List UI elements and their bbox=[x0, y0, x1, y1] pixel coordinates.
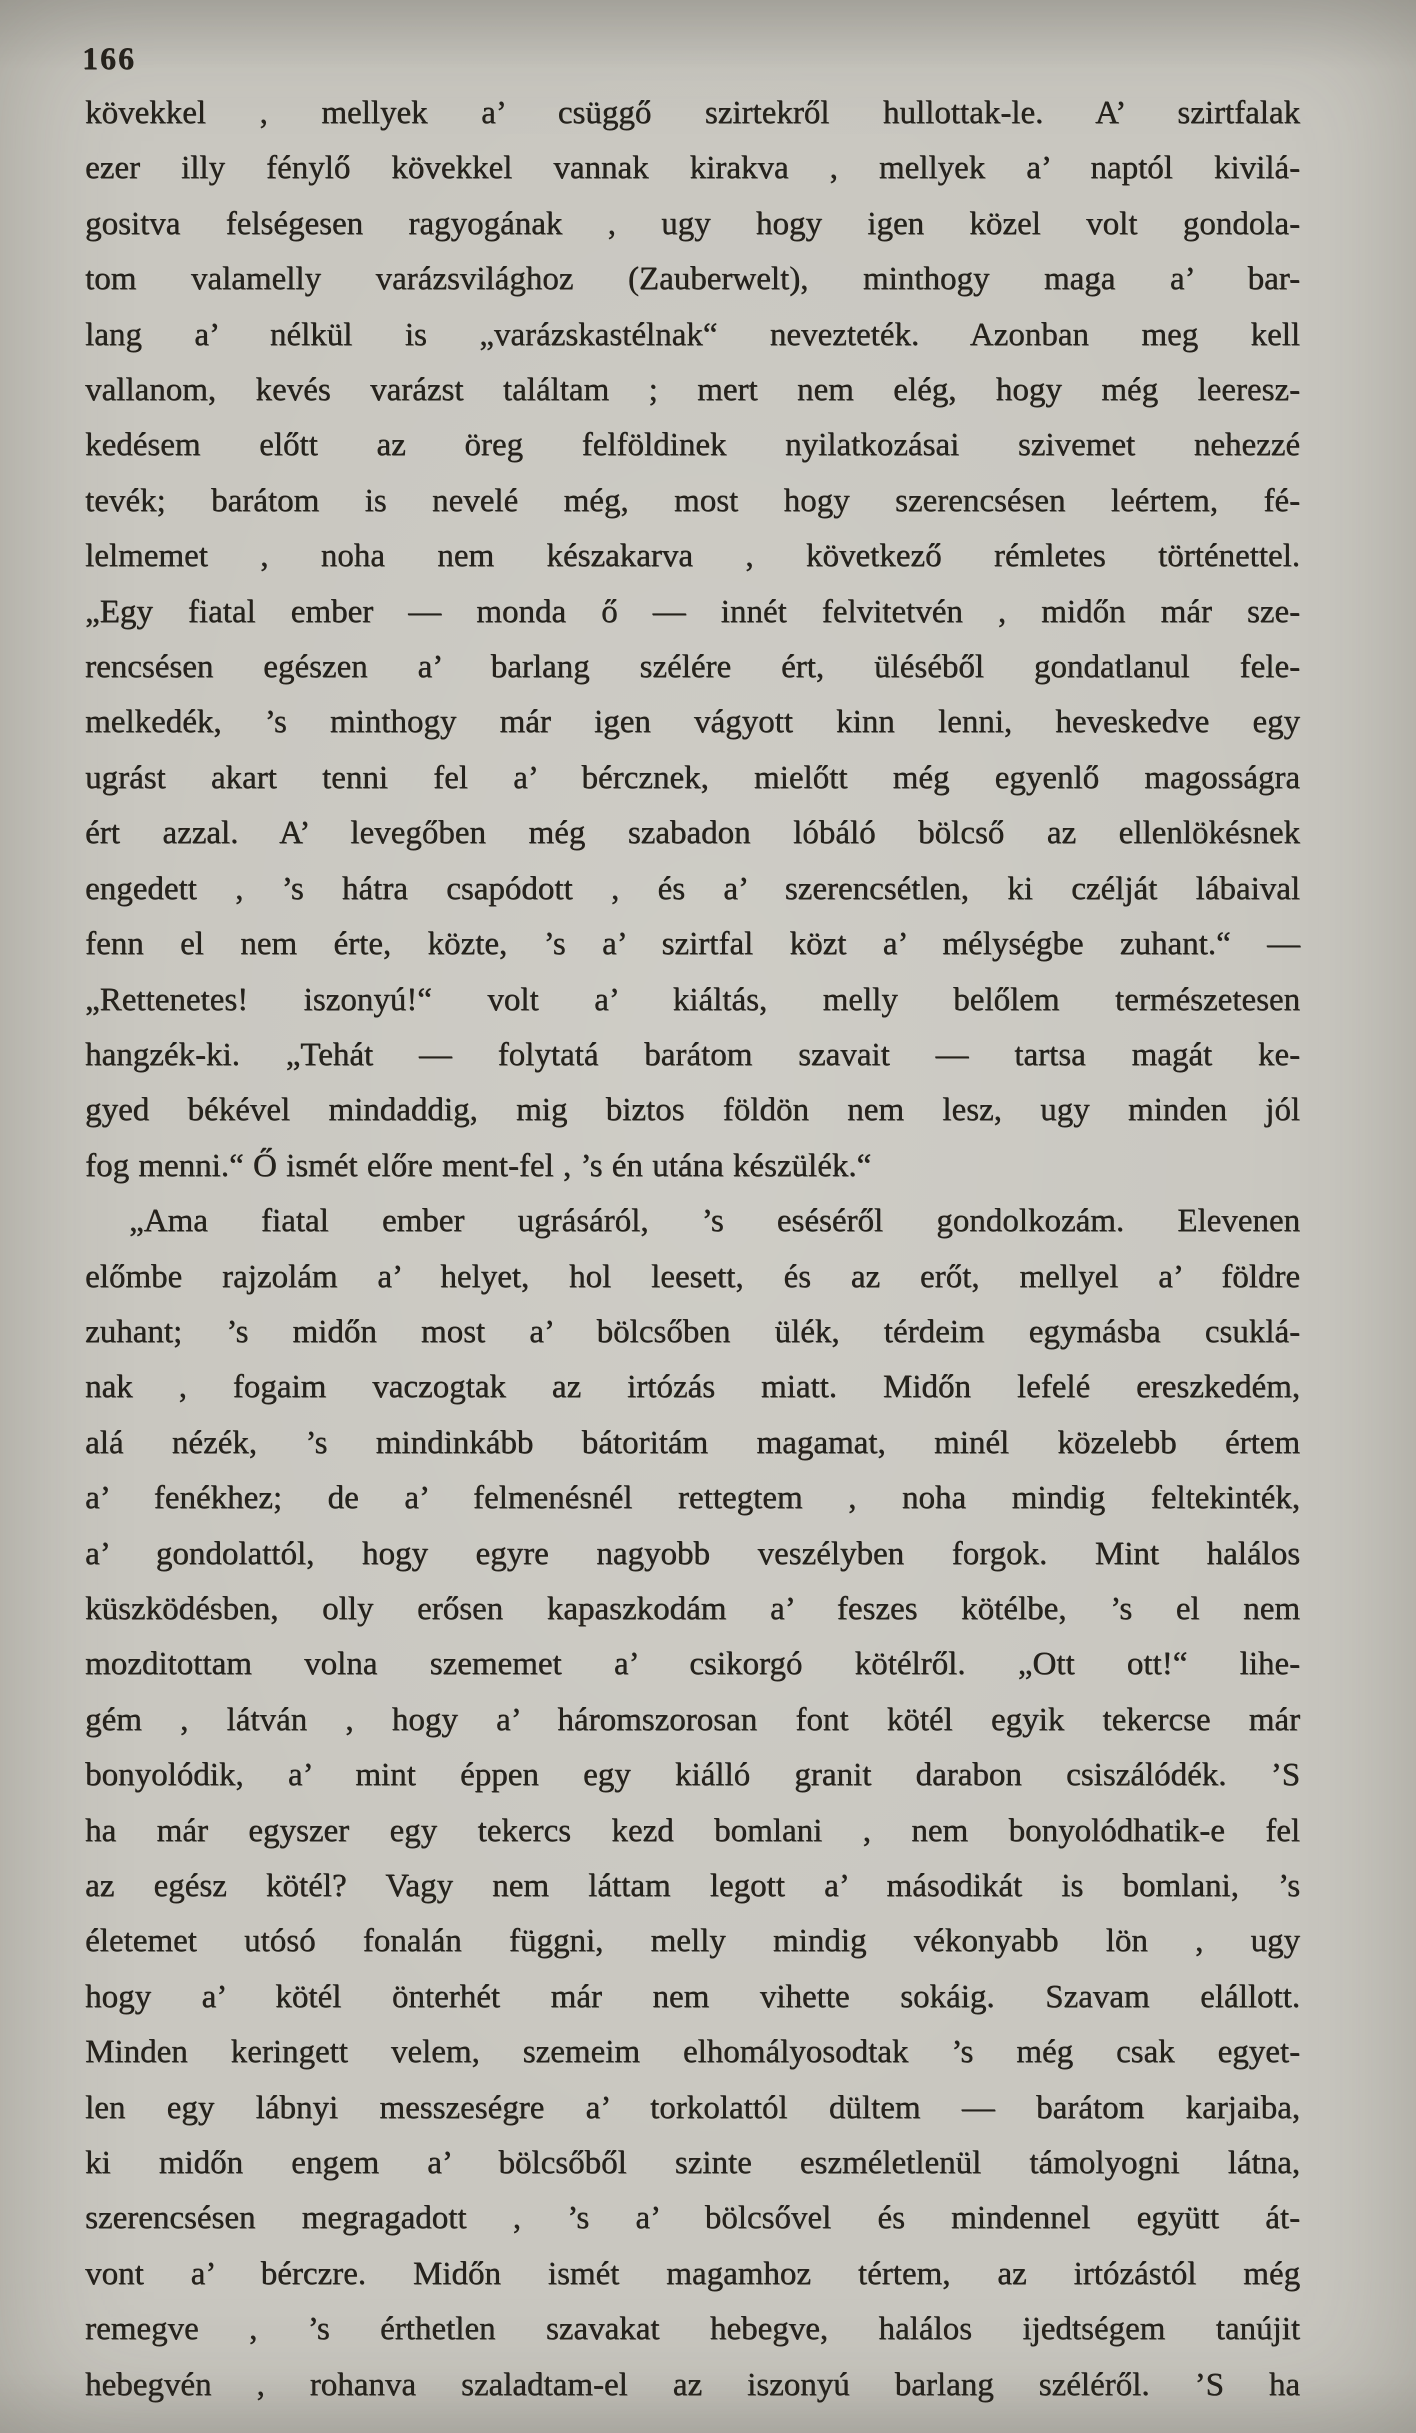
text-line: engedett , ’s hátra csapódott , és a’ szerencsétlen, ki czélját lábaival bbox=[85, 870, 1300, 907]
page-number: 166 bbox=[82, 40, 136, 76]
text-line: kövekkel , mellyek a’ csüggő szirtekről hullottak-le. A’ szirtfalak bbox=[85, 95, 1300, 131]
text-line: ezer illy fénylő kövekkel vannak kirakva , mellyek a’ naptól kivilá- bbox=[85, 150, 1300, 187]
text-line: len egy lábnyi messzeségre a’ torkolattól dültem — barátom karjaiba, bbox=[85, 2089, 1300, 2126]
text-line: „Rettenetes! iszonyú!“ volt a’ kiáltás, melly belőlem természetesen bbox=[85, 981, 1300, 1018]
text-line: hogy a’ kötél önterhét már nem vihette sokáig. Szavam elállott. bbox=[85, 1978, 1300, 2015]
text-line: ki midőn engem a’ bölcsőből szinte eszméletlenül támolyogni látna, bbox=[85, 2145, 1300, 2182]
text-line: lelmemet , noha nem készakarva , következő rémletes történettel. bbox=[85, 538, 1300, 575]
text-line: zuhant; ’s midőn most a’ bölcsőben ülék, térdeim egymásba csuklá- bbox=[85, 1313, 1300, 1350]
text-line: tevék; barátom is nevelé még, most hogy szerencsésen leértem, fé- bbox=[85, 482, 1300, 519]
text-block bbox=[85, 86, 1300, 2413]
text-line: alá nézék, ’s mindinkább bátoritám magamat, minél közelebb értem bbox=[85, 1424, 1300, 1461]
text-line: gém , látván , hogy a’ háromszorosan font kötél egyik tekercse már bbox=[85, 1701, 1300, 1738]
text-line: ugrást akart tenni fel a’ bércznek, mielőtt még egyenlő magosságra bbox=[85, 759, 1300, 796]
text-line: tom valamelly varázsvilághoz (Zauberwelt), minthogy maga a’ bar- bbox=[85, 261, 1300, 298]
text-line: fog menni.“ Ő ismét előre ment-fel , ’s én utána készülék.“ bbox=[85, 1147, 872, 1184]
text-line: rencsésen egészen a’ barlang szélére ért, üléséből gondatlanul fele- bbox=[85, 649, 1300, 686]
text-line: „Egy fiatal ember — monda ő — innét felvitetvén , midőn már sze- bbox=[85, 593, 1300, 630]
text-line: életemet utósó fonalán függni, melly mindig vékonyabb lön , ugy bbox=[85, 1923, 1300, 1960]
text-line: hebegvén , rohanva szaladtam-el az iszonyú barlang széléről. ’S ha bbox=[85, 2366, 1300, 2403]
text-line: vont a’ bérczre. Midőn ismét magamhoz tértem, az irtózástól még bbox=[85, 2255, 1300, 2292]
text-line: „Ama fiatal ember ugrásáról, ’s eséséről gondolkozám. Elevenen bbox=[129, 1203, 1300, 1240]
text-line: a’ fenékhez; de a’ felmenésnél rettegtem , noha mindig feltekinték, bbox=[85, 1480, 1300, 1517]
text-line: fenn el nem érte, közte, ’s a’ szirtfal közt a’ mélységbe zuhant.“ — bbox=[85, 926, 1300, 963]
text-line: ért azzal. A’ levegőben még szabadon lóbáló bölcső az ellenlökésnek bbox=[85, 815, 1300, 852]
text-line: lang a’ nélkül is „varázskastélnak“ nevezteték. Azonban meg kell bbox=[85, 316, 1300, 353]
text-line: bonyolódik, a’ mint éppen egy kiálló granit darabon csiszálódék. ’S bbox=[85, 1757, 1300, 1794]
text-line: a’ gondolattól, hogy egyre nagyobb veszélyben forgok. Mint halálos bbox=[85, 1535, 1300, 1572]
text-line: gositva felségesen ragyogának , ugy hogy igen közel volt gondola- bbox=[85, 205, 1300, 242]
text-line: küszködésben, olly erősen kapaszkodám a’ feszes kötélbe, ’s el nem bbox=[85, 1590, 1300, 1627]
text-line: nak , fogaim vaczogtak az irtózás miatt. Midőn lefelé ereszkedém, bbox=[85, 1369, 1300, 1406]
text-line: szerencsésen megragadott , ’s a’ bölcsővel és mindennel együtt át- bbox=[85, 2200, 1300, 2237]
text-line: hangzék-ki. „Tehát — folytatá barátom szavait — tartsa magát ke- bbox=[85, 1036, 1300, 1073]
text-line: kedésem előtt az öreg felföldinek nyilatkozásai szivemet nehezzé bbox=[85, 427, 1300, 464]
text-line: ha már egyszer egy tekercs kezd bomlani , nem bonyolódhatik-e fel bbox=[85, 1812, 1300, 1849]
text-line: Minden keringett velem, szemeim elhomályosodtak ’s még csak egyet- bbox=[85, 2034, 1300, 2071]
text-line: gyed békével mindaddig, mig biztos földön nem lesz, ugy minden jól bbox=[85, 1092, 1300, 1129]
text-line: vallanom, kevés varázst találtam ; mert nem elég, hogy még leeresz- bbox=[85, 372, 1300, 409]
text-line: melkedék, ’s minthogy már igen vágyott kinn lenni, heveskedve egy bbox=[85, 704, 1300, 741]
text-line: remegve , ’s érthetlen szavakat hebegve, halálos ijedtségem tanújit bbox=[85, 2311, 1300, 2348]
text-line: előmbe rajzolám a’ helyet, hol leesett, és az erőt, mellyel a’ földre bbox=[85, 1258, 1300, 1295]
text-line: mozditottam volna szememet a’ csikorgó kötélről. „Ott ott!“ lihe- bbox=[85, 1646, 1300, 1683]
text-line: az egész kötél? Vagy nem láttam legott a’ másodikát is bomlani, ’s bbox=[85, 1868, 1300, 1904]
